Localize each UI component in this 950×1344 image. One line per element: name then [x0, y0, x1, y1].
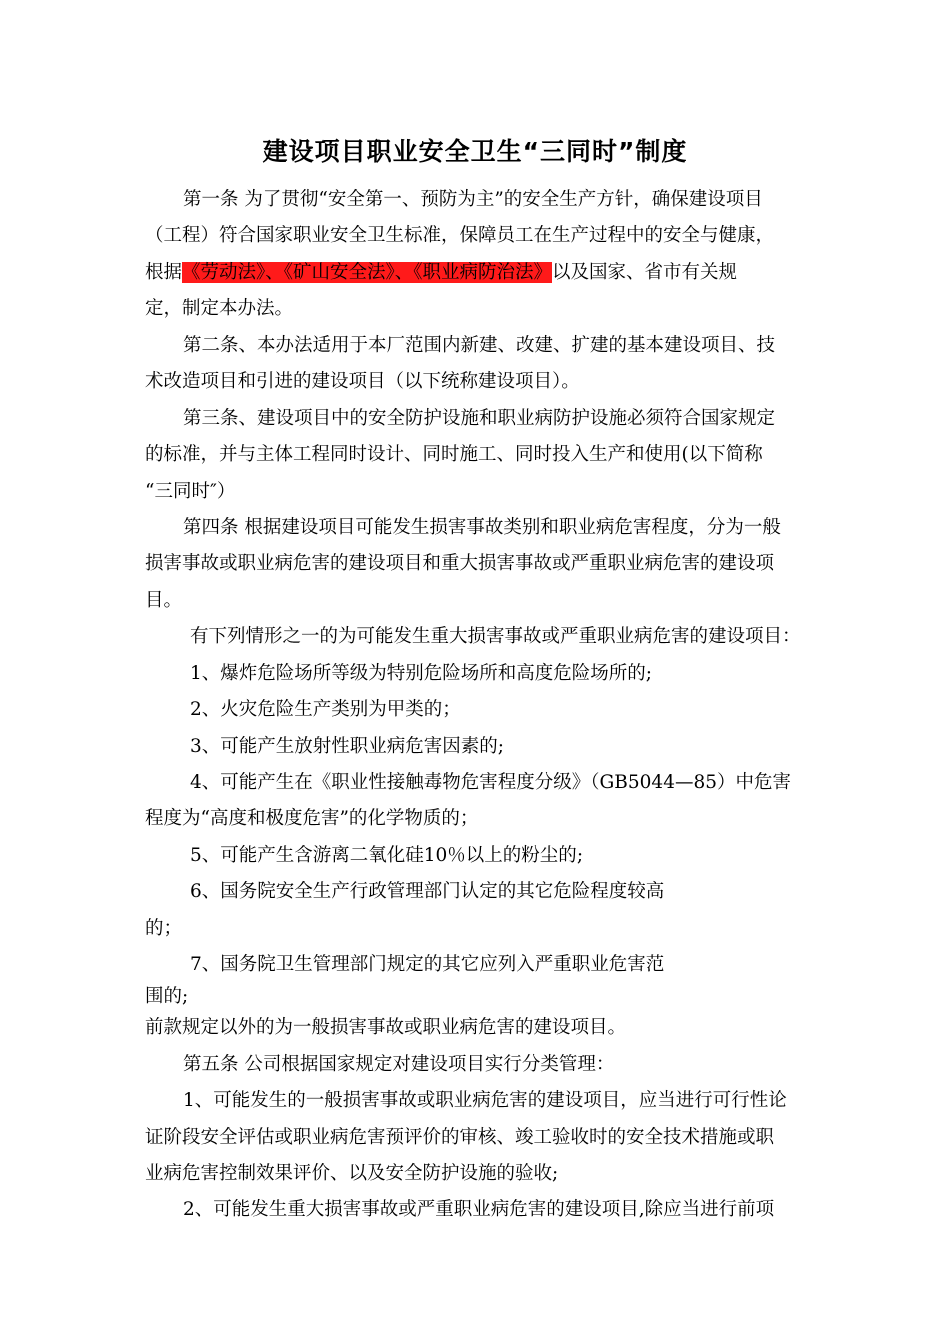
article-1-line-2: （工程）符合国家职业安全卫生标准，保障员工在生产过程中的安全与健康， — [145, 225, 775, 246]
list-item-3: 3、可能产生放射性职业病危害因素的; — [190, 736, 505, 757]
list-item-7-line-2: 围的; — [145, 986, 189, 1007]
list-intro: 有下列情形之一的为可能发生重大损害事故或严重职业病危害的建设项目： — [190, 626, 801, 647]
article-3-line-2: 的标准，并与主体工程同时设计、同时施工、同时投入生产和使用(以下简称 — [145, 444, 763, 465]
article-4-line-2: 损害事故或职业病危害的建设项目和重大损害事故或严重职业病危害的建设项 — [145, 553, 775, 574]
list-item-4-line-2: 程度为“高度和极度危害”的化学物质的； — [145, 808, 479, 829]
article-1-line-3 — [145, 261, 737, 285]
article-5-line-1: 第五条 公司根据国家规定对建设项目实行分类管理： — [183, 1054, 615, 1075]
list-item-1: 1、爆炸危险场所等级为特别危险场所和高度危险场所的; — [190, 663, 653, 684]
list-item-6-line-1: 6、国务院安全生产行政管理部门认定的其它危险程度较高 — [190, 881, 665, 902]
article-3-line-3: “三同时″） — [145, 481, 236, 502]
article-2-line-1: 第二条、本办法适用于本厂范围内新建、改建、扩建的基本建设项目、技 — [183, 335, 776, 356]
list-item-7-line-1: 7、国务院卫生管理部门规定的其它应列入严重职业危害范 — [190, 954, 665, 975]
article-4-line-1: 第四条 根据建设项目可能发生损害事故类别和职业病危害程度，分为一般 — [183, 517, 781, 538]
article-5-item-1-line-2: 证阶段安全评估或职业病危害预评价的审核、竣工验收时的安全技术措施或职 — [145, 1127, 775, 1148]
list-item-6-line-2: 的； — [145, 918, 183, 939]
article-1-line-3-prefix: 根据 — [145, 262, 183, 283]
list-item-4-line-1: 4、可能产生在《职业性接触毒物危害程度分级》（GB5044—85）中危害 — [190, 772, 792, 793]
article-5-item-1-line-1: 1、可能发生的一般损害事故或职业病危害的建设项目，应当进行可行性论 — [183, 1090, 787, 1111]
article-1-line-4: 定，制定本办法。 — [145, 298, 294, 319]
list-item-5: 5、可能产生含游离二氧化硅10％以上的粉尘的; — [190, 845, 584, 866]
article-1-line-3-suffix: 以及国家、省市有关规 — [552, 262, 738, 283]
list-closing: 前款规定以外的为一般损害事故或职业病危害的建设项目。 — [145, 1017, 627, 1038]
list-item-2: 2、火灾危险生产类别为甲类的； — [190, 699, 461, 720]
article-1-line-1: 第一条 为了贯彻“安全第一、预防为主”的安全生产方针，确保建设项目 — [183, 189, 763, 210]
article-4-line-3: 目。 — [145, 590, 183, 611]
highlighted-laws: 《劳动法》、《矿山安全法》、《职业病防治法》 — [182, 262, 553, 283]
article-5-item-2-line-1: 2、可能发生重大损害事故或严重职业病危害的建设项目,除应当进行前项 — [183, 1199, 775, 1220]
article-3-line-1: 第三条、建设项目中的安全防护设施和职业病防护设施必须符合国家规定 — [183, 408, 776, 429]
document-title: 建设项目职业安全卫生“三同时”制度 — [262, 137, 688, 166]
article-2-line-2: 术改造项目和引进的建设项目（以下统称建设项目）。 — [145, 371, 580, 392]
article-5-item-1-line-3: 业病危害控制效果评价、以及安全防护设施的验收; — [145, 1163, 559, 1184]
